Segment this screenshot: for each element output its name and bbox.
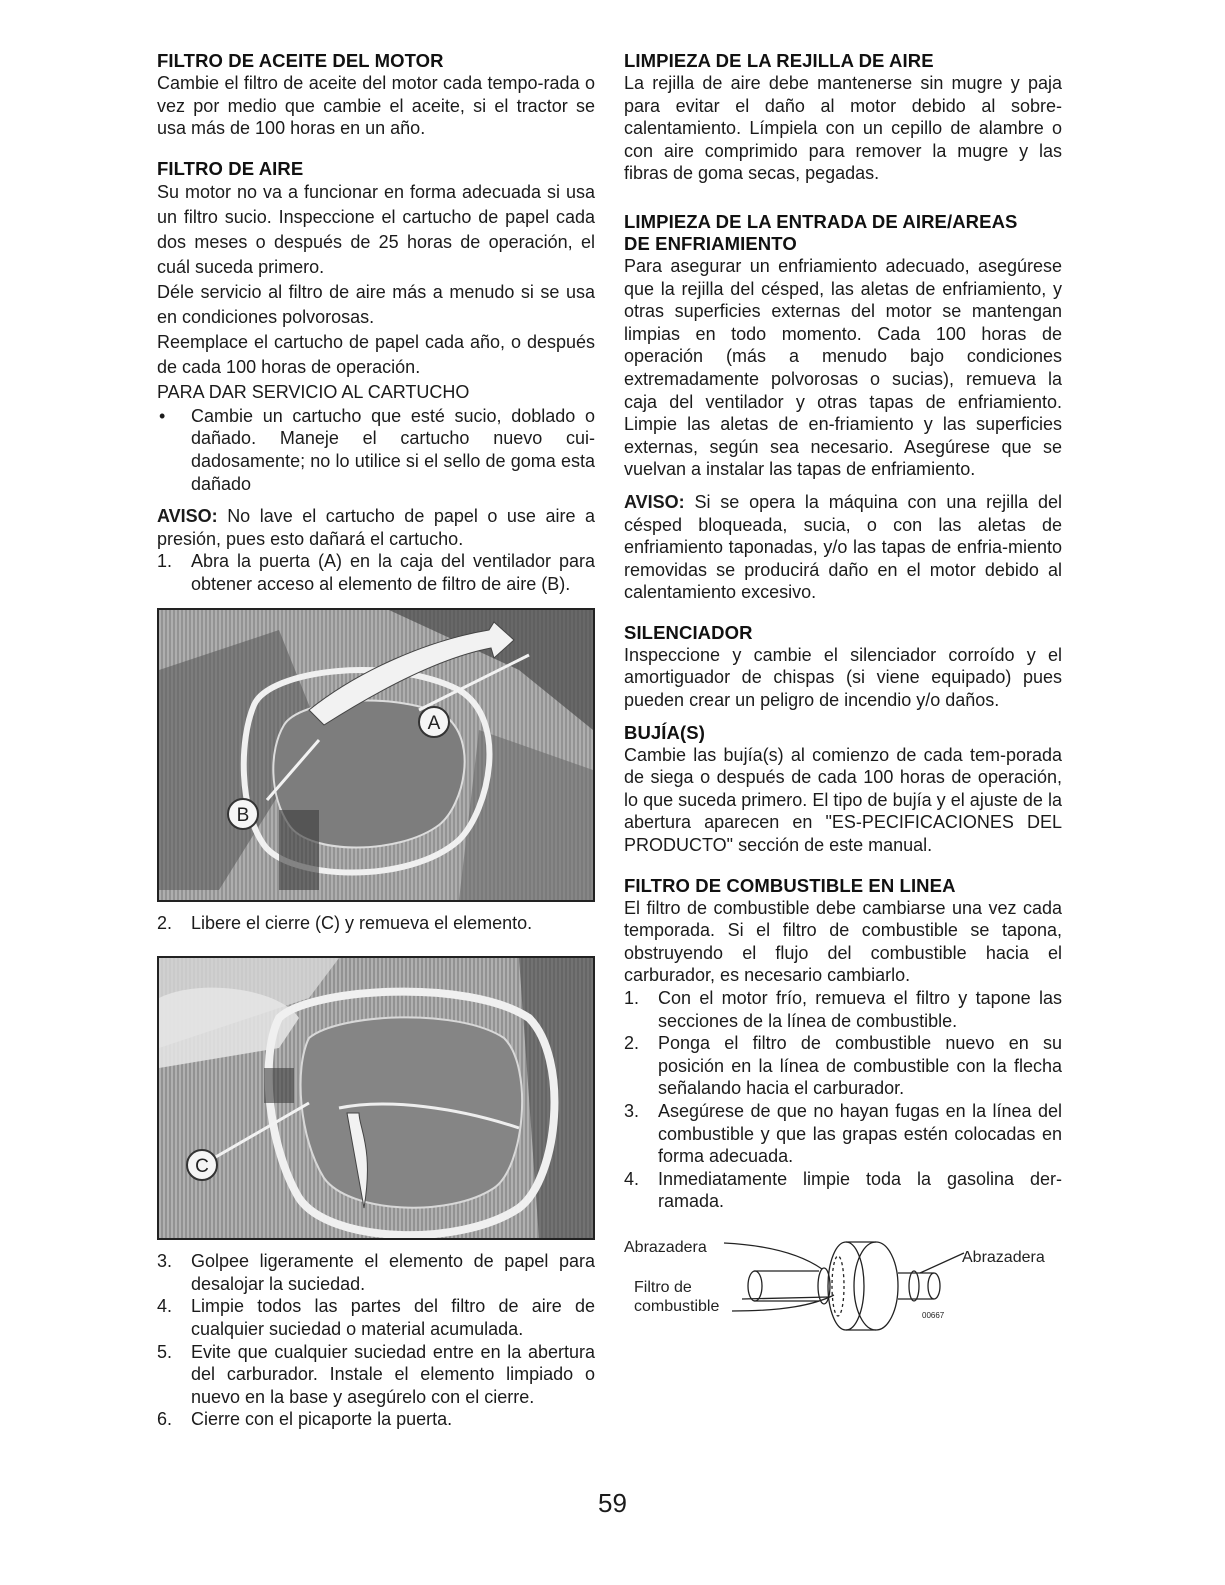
cartridge-bullet-text: Cambie un cartucho que esté sucio, doblado o dañado. Maneje el cartucho nuevo cui-dadosamente; no lo utilice si el sello de goma esta dañado [191, 405, 595, 494]
step-number: 5. [157, 1341, 173, 1362]
notice-label: AVISO: [624, 491, 685, 512]
step-number: 1. [157, 551, 173, 572]
air-filter-heading: FILTRO DE AIRE [157, 157, 304, 179]
spark-plug-heading: BUJÍA(S) [624, 721, 705, 743]
photo-2-illustration [159, 958, 593, 1238]
fuel-filter-diagram [624, 1231, 1062, 1331]
step-number: 4. [157, 1296, 173, 1317]
step-text: Inmediatamente limpie toda la gasolina der-ramada. [658, 1168, 1062, 1212]
part-code: 00667 [922, 1310, 945, 1320]
fuel-filter-text: El filtro de combustible debe cambiarse una vez cada temporada. Si el filtro de combustible se tapona, obstruyendo el flujo del combustible hacia el carburador, es necesario cambiarlo. [624, 897, 1062, 986]
list-item [157, 1408, 595, 1431]
list-item [624, 1100, 1062, 1168]
step-text: Cierre con el picaporte la puerta. [191, 1409, 453, 1430]
notice-text: No lave el cartucho de papel o use aire a presión, pues esto dañará el cartucho. [157, 506, 595, 549]
clamp-right-label: Abrazadera [962, 1248, 1045, 1266]
step-text: Libere el cierre (C) y remueva el elemento. [191, 912, 533, 933]
list-item [157, 1295, 595, 1340]
oil-filter-heading: FILTRO DE ACEITE DEL MOTOR [157, 50, 444, 71]
air-filter-step-1-list [157, 550, 595, 595]
list-item [624, 1032, 1062, 1100]
air-filter-paragraph-1: Su motor no va a funcionar en forma adecuada si usa un filtro sucio. Inspeccione el cartucho de papel cada dos meses o después de 25 horas de operación, el cuál suceda primero. [157, 181, 595, 277]
notice-label: AVISO: [157, 506, 218, 527]
muffler-text: Inspeccione y cambie el silenciador corroído y el amortiguador de chispas (si viene equipado) pues pueden crear un peligro de incendio y/o daños. [624, 644, 1062, 711]
left-column [157, 50, 595, 1431]
air-filter-paragraph-2: Déle servicio al filtro de aire más a menudo si se usa en condiciones polvorosas. [157, 281, 595, 327]
step-text: Ponga el filtro de combustible nuevo en su posición en la línea de combustible con la flecha señalando hacia el carburador. [658, 1033, 1062, 1099]
label-a-callout [419, 707, 449, 737]
photo-1-illustration [159, 610, 593, 900]
list-item [157, 912, 595, 935]
fuel-filter-heading: FILTRO DE COMBUSTIBLE EN LINEA [624, 874, 956, 896]
list-item [624, 1168, 1062, 1213]
label-c: C [195, 1156, 209, 1178]
label-c-callout [187, 1150, 217, 1180]
muffler-heading: SILENCIADOR [624, 621, 753, 643]
air-filter-steps-3-6 [157, 1250, 595, 1431]
step-text: Abra la puerta (A) en la caja del ventilador para obtener acceso al elemento de filtro de aire (B). [191, 551, 595, 594]
list-item [624, 987, 1062, 1032]
notice-text: Si se opera la máquina con una rejilla del césped bloqueada, sucia, o con las aletas de enfriamiento taponadas, y/o las tapas de enfria-miento removidas se producirá daño en el motor debido al calentamiento excesivo. [624, 491, 1062, 603]
page-number: 59 [598, 1488, 627, 1518]
step-number: 1. [624, 988, 640, 1008]
cooling-notice [624, 491, 1062, 604]
step-number: 2. [157, 912, 173, 933]
air-filter-photo-1 [157, 608, 595, 902]
grille-cleaning-text: La rejilla de aire debe mantenerse sin mugre y paja para evitar el daño al motor debido al sobre-calentamiento. Límpiela con un cepillo de alambre o con aire comprimido para remover la mugre y las fibras de goma secas, pegadas. [624, 73, 1062, 184]
cooling-heading-line-1: LIMPIEZA DE LA ENTRADA DE AIRE/AREAS [624, 210, 1018, 232]
air-filter-paragraph-3: Reemplace el cartucho de papel cada año, o después de cada 100 horas de operación. [157, 331, 595, 377]
filter-label-line-1: Filtro de [634, 1278, 692, 1296]
list-item [157, 550, 595, 595]
label-b-callout [228, 799, 258, 829]
cartridge-service-subheading: PARA DAR SERVICIO AL CARTUCHO [157, 381, 470, 402]
step-number: 3. [157, 1251, 173, 1272]
cartridge-bullet [157, 405, 595, 495]
step-text: Con el motor frío, remueva el filtro y tapone las secciones de la línea de combustible. [658, 988, 1062, 1031]
cooling-heading-line-2: DE ENFRIAMIENTO [624, 232, 797, 254]
right-column [624, 50, 1062, 1331]
step-text: Asegúrese de que no hayan fugas en la línea del combustible y que las grapas estén colocadas en forma adecuada. [658, 1100, 1062, 1167]
cooling-heading [624, 211, 1062, 255]
list-item [157, 1250, 595, 1295]
step-number: 2. [624, 1033, 640, 1054]
filter-label-line-2: combustible [634, 1297, 720, 1315]
step-number: 3. [624, 1100, 640, 1121]
bullet-dot-icon: • [159, 405, 166, 426]
oil-filter-text: Cambie el filtro de aceite del motor cada tempo-rada o vez por medio que cambie el aceite, si el tractor se usa más de 100 horas en un año. [157, 73, 595, 139]
step-number: 6. [157, 1409, 173, 1430]
spark-plug-text: Cambie las bujía(s) al comienzo de cada tem-porada de siega o después de cada 100 horas de operación, lo que suceda primero. El tipo de bujía y el ajuste de la abertura aparecen en "ES-PECIFICACIONES DEL PRODUCTO" sección de este manual. [624, 744, 1062, 856]
air-filter-step-2-list [157, 912, 595, 935]
air-filter-photo-2 [157, 956, 595, 1240]
cooling-text: Para asegurar un enfriamiento adecuado, asegúrese que la rejilla del césped, las aletas de enfriamiento, y otras superficies externas del motor se mantengan limpias en todo momento. Cada 100 horas de operación (más a menudo bajo condiciones extremadamente polvorosas o sucias), remueva la caja del ventilador y otras tapas de enfriamiento. Limpie las aletas de en-friamiento y las superficies externas, según sea necesario. Asegúrese que se vuelvan a instalar las tapas de enfriamiento. [624, 255, 1062, 480]
label-b: B [236, 804, 250, 826]
fuel-filter-steps [624, 987, 1062, 1213]
label-a: A [427, 712, 441, 734]
grille-cleaning-heading: LIMPIEZA DE LA REJILLA DE AIRE [624, 50, 934, 71]
air-filter-notice [157, 505, 595, 550]
step-number: 4. [624, 1168, 640, 1189]
clamp-left-label: Abrazadera [624, 1238, 707, 1256]
step-text: Golpee ligeramente el elemento de papel para desalojar la suciedad. [191, 1251, 595, 1294]
step-text: Evite que cualquier suciedad entre en la abertura del carburador. Instale el elemento limpiado o nuevo en la base y asegúrelo con el cierre. [191, 1341, 595, 1407]
list-item [157, 1341, 595, 1409]
step-text: Limpie todos las partes del filtro de aire de cualquier suciedad o material acumulada. [191, 1296, 595, 1339]
